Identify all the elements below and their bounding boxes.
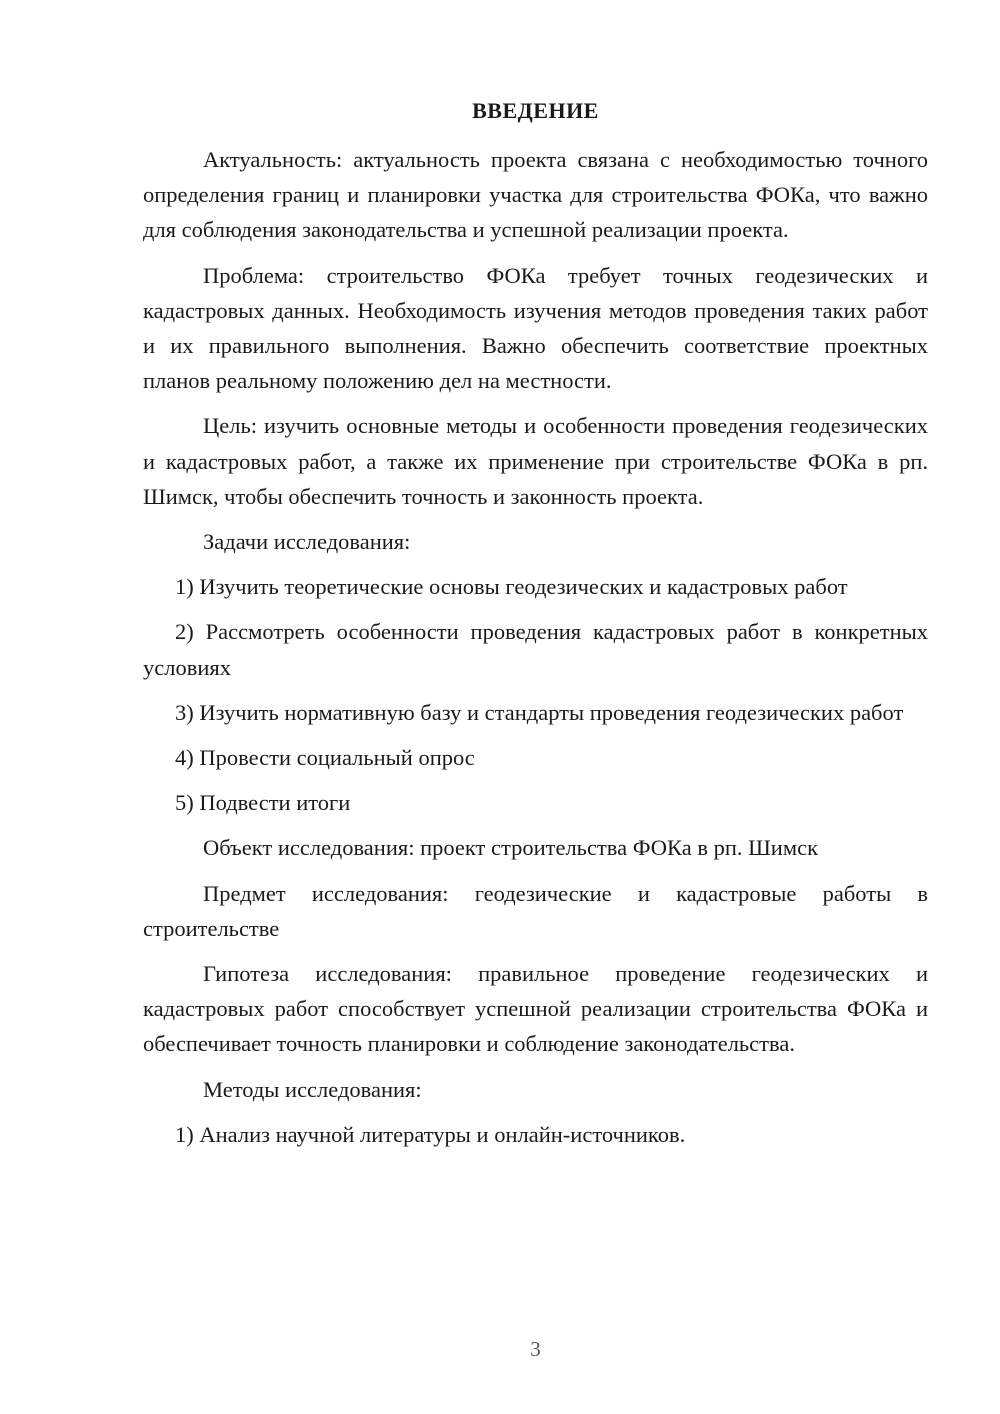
list-item-task-1: 1) Изучить теоретические основы геодезических и кадастровых работ	[175, 574, 848, 600]
document-body	[143, 142, 928, 1152]
paragraph-tasks-heading: Задачи исследования:	[203, 529, 411, 555]
list-item-task-5: 5) Подвести итоги	[175, 790, 351, 816]
page-number: 3	[530, 1337, 541, 1361]
document-page	[143, 0, 928, 1414]
list-item-task-3: 3) Изучить нормативную базу и стандарты проведения геодезических работ	[175, 699, 904, 725]
paragraph-relevance: Актуальность: актуальность проекта связана с необходимостью точного определения границ и планировки участка для строительства ФОКа, что важно для соблюдения законодательства и успешной реализации проекта.	[143, 147, 928, 243]
list-item-method-1: 1) Анализ научной литературы и онлайн-источников.	[175, 1121, 686, 1147]
paragraph-hypothesis: Гипотеза исследования: правильное проведение геодезических и кадастровых работ способствует успешной реализации строительства ФОКа и обеспечивает точность планировки и соблюдение законодательства.	[143, 961, 928, 1057]
list-item-task-2: 2) Рассмотреть особенности проведения кадастровых работ в конкретных условиях	[143, 619, 928, 680]
paragraph-goal: Цель: изучить основные методы и особенности проведения геодезических и кадастровых работ, а также их применение при строительстве ФОКа в рп. Шимск, чтобы обеспечить точность и законность проекта.	[143, 413, 928, 509]
page-title: ВВЕДЕНИЕ	[472, 98, 599, 123]
paragraph-subject: Предмет исследования: геодезические и кадастровые работы в строительстве	[143, 880, 928, 941]
paragraph-object: Объект исследования: проект строительства ФОКа в рп. Шимск	[203, 835, 819, 861]
paragraph-methods-heading: Методы исследования:	[203, 1076, 422, 1102]
list-item-task-4: 4) Провести социальный опрос	[175, 745, 475, 771]
paragraph-problem: Проблема: строительство ФОКа требует точных геодезических и кадастровых данных. Необходимость изучения методов проведения таких работ и их правильного выполнения. Важно обеспечить соответствие проектных планов реальному положению дел на местности.	[143, 262, 928, 394]
